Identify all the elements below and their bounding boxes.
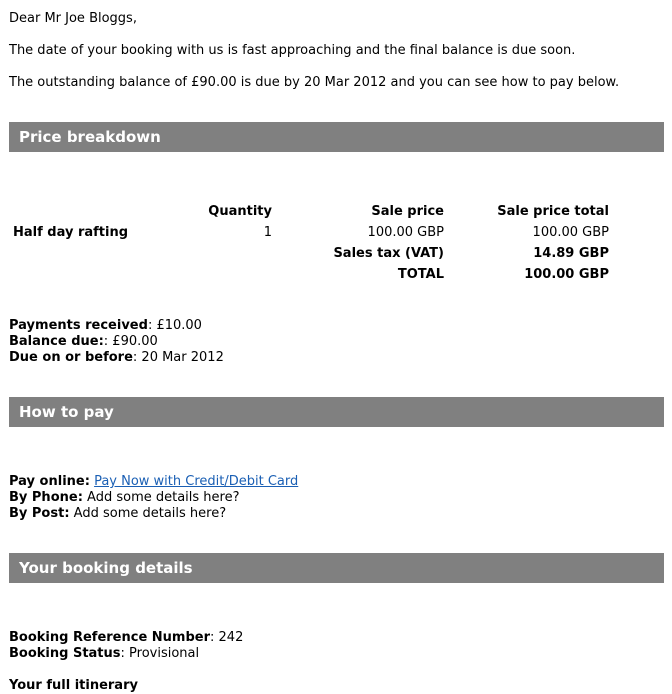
payment-methods <box>9 474 298 522</box>
how-to-pay-heading: How to pay <box>9 397 664 427</box>
total-row <box>9 264 609 285</box>
payment-summary <box>9 318 224 366</box>
pay-now-link[interactable]: Pay Now with Credit/Debit Card <box>94 474 299 489</box>
price-table <box>9 201 609 285</box>
item-name: Half day rafting <box>13 225 129 240</box>
total-label: TOTAL <box>397 267 444 282</box>
item-sale-price-total: 100.00 GBP <box>532 225 609 240</box>
sale-price-total-header: Sale price total <box>497 204 609 219</box>
table-header-row <box>9 201 609 222</box>
itinerary-heading: Your full itinerary <box>9 678 138 693</box>
booking-status-value: : Provisional <box>120 646 200 661</box>
booking-ref-label: Booking Reference Number <box>9 630 211 645</box>
greeting: Dear Mr Joe Bloggs, <box>9 11 137 26</box>
booking-details-heading: Your booking details <box>9 553 664 583</box>
item-quantity: 1 <box>263 225 272 240</box>
by-phone-value: Add some details here? <box>82 490 240 505</box>
by-post-label: By Post: <box>9 506 70 521</box>
total-value: 100.00 GBP <box>524 267 609 282</box>
by-post-value: Add some details here? <box>69 506 227 521</box>
tax-value: 14.89 GBP <box>533 246 609 261</box>
tax-row <box>9 243 609 264</box>
by-phone-label: By Phone: <box>9 490 83 505</box>
outstanding-text: The outstanding balance of £90.00 is due by 20 Mar 2012 and you can see how to pay below. <box>9 75 620 90</box>
sale-price-header: Sale price <box>371 204 444 219</box>
balance-due-label: Balance due: <box>9 334 104 349</box>
due-date-value: : 20 Mar 2012 <box>132 350 224 365</box>
quantity-header: Quantity <box>208 204 272 219</box>
booking-status-label: Booking Status <box>9 646 121 661</box>
table-row <box>9 222 609 243</box>
tax-label: Sales tax (VAT) <box>333 246 444 261</box>
pay-online-label: Pay online: <box>9 474 90 489</box>
booking-ref-value: : 242 <box>210 630 244 645</box>
price-breakdown-heading: Price breakdown <box>9 122 664 152</box>
balance-due-value: : £90.00 <box>103 334 158 349</box>
intro-text: The date of your booking with us is fast approaching and the final balance is due soon. <box>9 43 576 58</box>
item-sale-price: 100.00 GBP <box>367 225 444 240</box>
payments-received-label: Payments received <box>9 318 148 333</box>
due-date-label: Due on or before <box>9 350 133 365</box>
booking-info <box>9 630 243 662</box>
payments-received-value: : £10.00 <box>147 318 202 333</box>
